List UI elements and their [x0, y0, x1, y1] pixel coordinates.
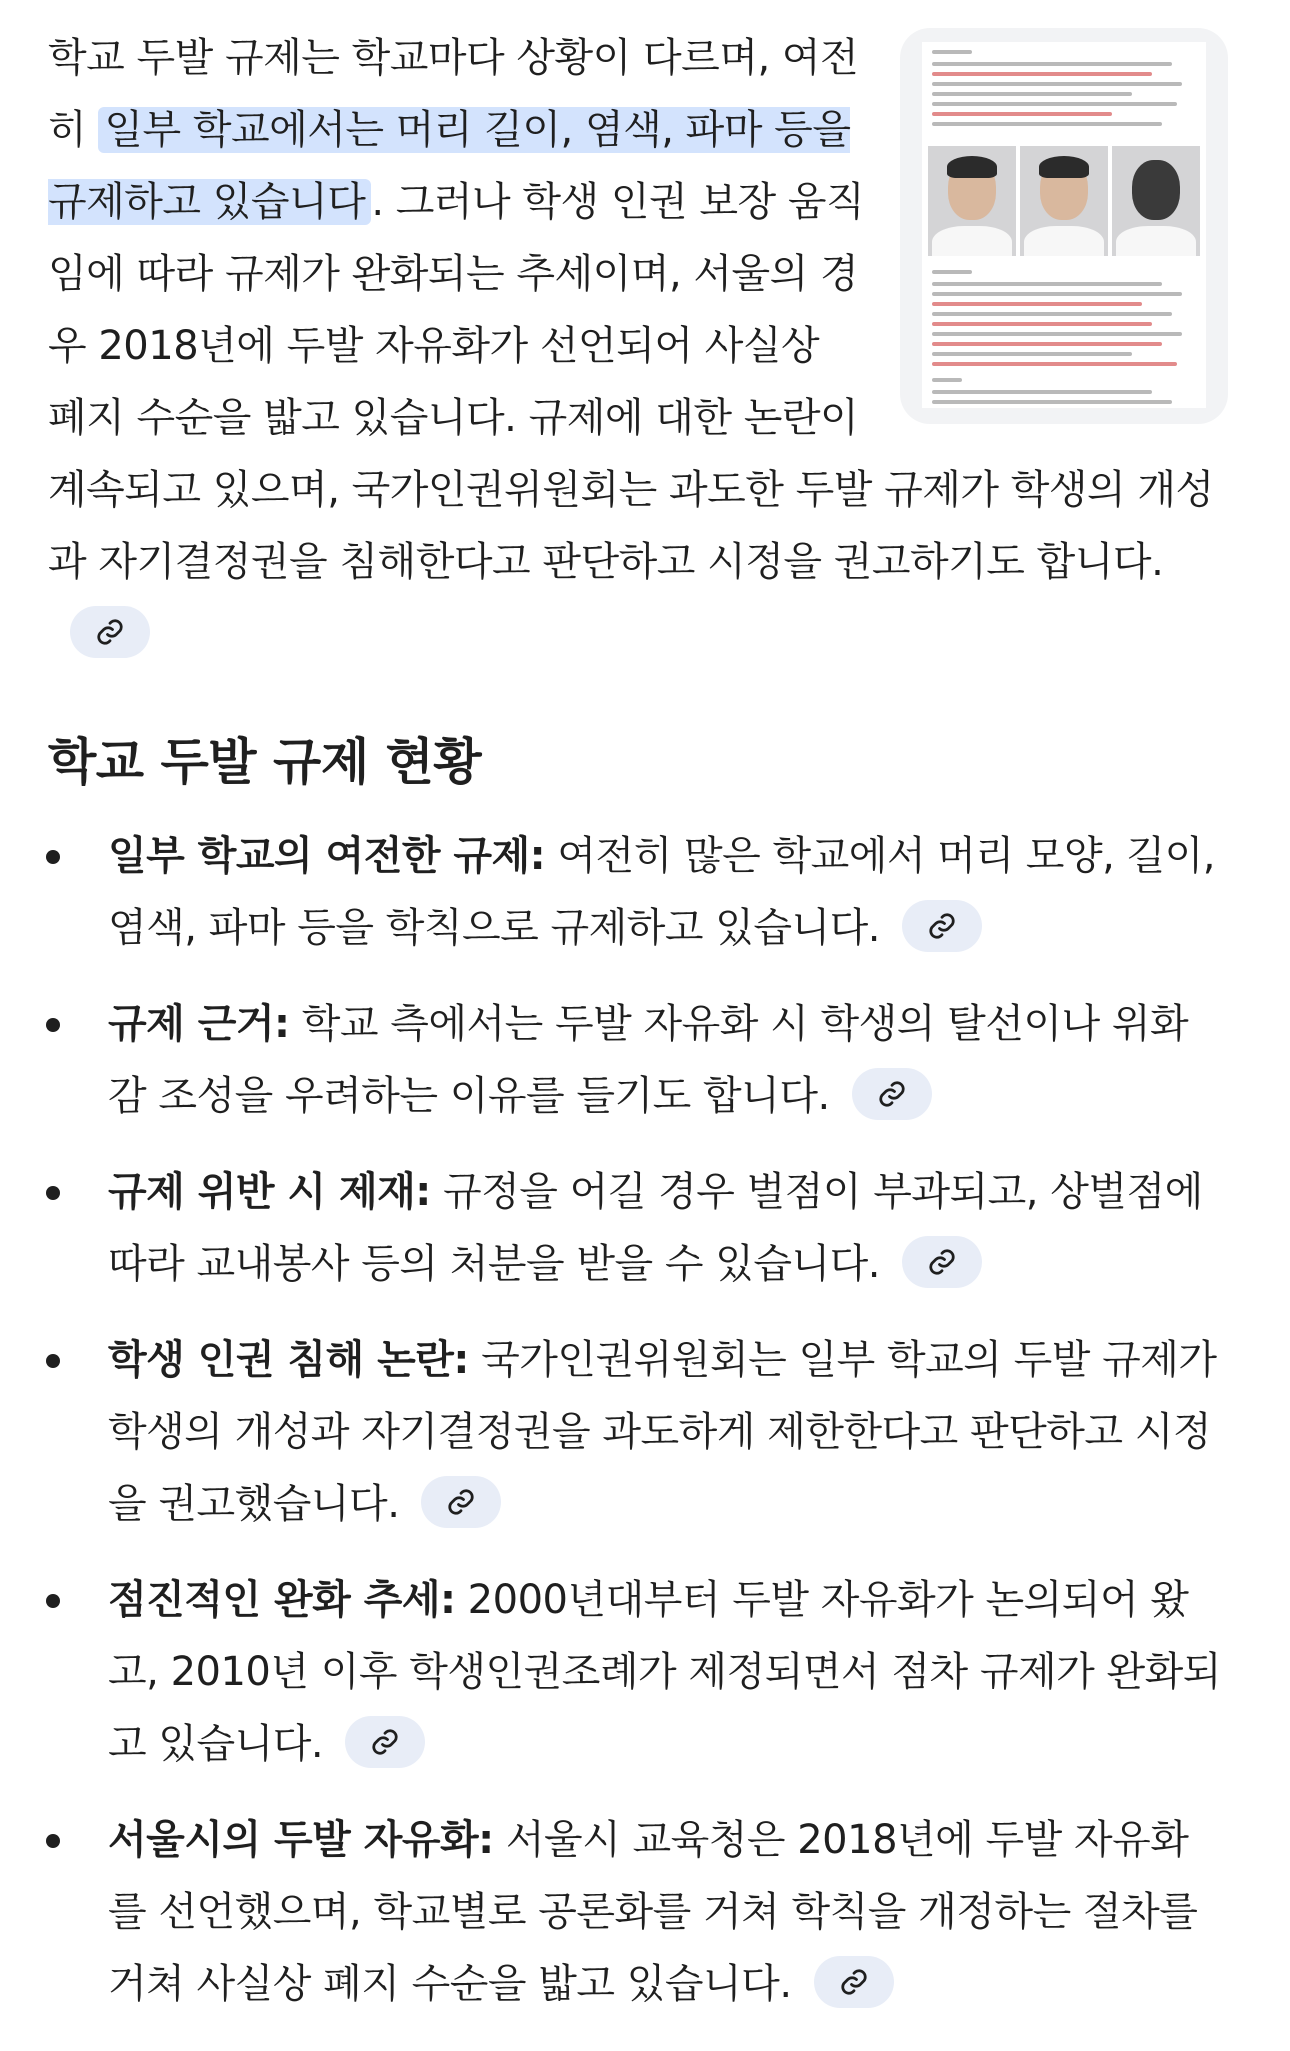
item-title: 규제 근거:: [108, 1001, 290, 1047]
source-link-button[interactable]: [421, 1476, 501, 1528]
item-text: 여전히 많은 학교에서 머리 모양, 길이, 염색, 파마 등을 학칙으로 규제하고 있습니다.: [108, 833, 1216, 951]
link-icon: [877, 1079, 907, 1109]
photo-front: [928, 146, 1016, 256]
list-item: [0, 988, 1240, 1132]
hairstyle-photos: [928, 146, 1200, 256]
section-heading: 학교 두발 규제 현황: [48, 733, 482, 791]
link-icon: [95, 617, 125, 647]
bullet-dot: [46, 1834, 60, 1848]
item-title: 일부 학교의 여전한 규제:: [108, 833, 546, 879]
bullet-dot: [46, 1594, 60, 1608]
bullet-dot: [46, 1186, 60, 1200]
source-link-button[interactable]: [852, 1068, 932, 1120]
intro-text-after: . 그러나 학생 인권 보장 움직임에 따라 규제가 완화되는 추세이며, 서울의 경우 2018년에 두발 자유화가 선언되어 사실상 폐지 수순을 밟고 있습니다. 규제에 대한 논란이 계속되고 있으며, 국가인권위원회는 과도한 두발 규제가 학생의 개성과 자기결정권을 침해한다고 판단하고 시정을 권고하기도 합니다.: [48, 179, 1214, 585]
bullet-dot: [46, 1018, 60, 1032]
item-title: 학생 인권 침해 논란:: [108, 1337, 469, 1383]
bullet-dot: [46, 1354, 60, 1368]
photo-side: [1020, 146, 1108, 256]
bullet-dot: [46, 850, 60, 864]
item-text: 규정을 어길 경우 벌점이 부과되고, 상벌점에 따라 교내봉사 등의 처분을 받을 수 있습니다.: [108, 1169, 1203, 1287]
link-icon: [446, 1487, 476, 1517]
link-icon: [927, 1247, 957, 1277]
intro-text-before: 학교 두발 규제는 학교마다 상황이 다르며, 여전히: [48, 35, 859, 153]
source-link-button[interactable]: [902, 900, 982, 952]
link-icon: [927, 911, 957, 941]
photo-back: [1112, 146, 1200, 256]
intro-paragraph: [48, 22, 1228, 670]
bullet-list: [0, 820, 1240, 2044]
item-title: 점진적인 완화 추세:: [108, 1577, 456, 1623]
document-image: [922, 42, 1206, 408]
list-item: [0, 820, 1240, 964]
item-title: 규제 위반 시 제재:: [108, 1169, 431, 1215]
list-item: [0, 1156, 1240, 1300]
source-link-button[interactable]: [814, 1956, 894, 2008]
source-link-button[interactable]: [345, 1716, 425, 1768]
list-item: [0, 1564, 1240, 1780]
item-text: 학교 측에서는 두발 자유화 시 학생의 탈선이나 위화감 조성을 우려하는 이유를 들기도 합니다.: [108, 1001, 1189, 1119]
source-link-button[interactable]: [902, 1236, 982, 1288]
link-icon: [839, 1967, 869, 1997]
list-item: [0, 1324, 1240, 1540]
intro-highlight[interactable]: 일부 학교에서는 머리 길이, 염색, 파마 등을 규제하고 있습니다: [48, 107, 851, 225]
list-item: [0, 1804, 1240, 2020]
source-thumbnail[interactable]: [900, 28, 1228, 424]
source-link-button[interactable]: [70, 606, 150, 658]
item-text: 2000년대부터 두발 자유화가 논의되어 왔고, 2010년 이후 학생인권조례가 제정되면서 점차 규제가 완화되고 있습니다.: [108, 1577, 1221, 1767]
item-title: 서울시의 두발 자유화:: [108, 1817, 494, 1863]
item-text: 국가인권위원회는 일부 학교의 두발 규제가 학생의 개성과 자기결정권을 과도하게 제한한다고 판단하고 시정을 권고했습니다.: [108, 1337, 1217, 1527]
item-text: 서울시 교육청은 2018년에 두발 자유화를 선언했으며, 학교별로 공론화를 거쳐 학칙을 개정하는 절차를 거쳐 사실상 폐지 수순을 밟고 있습니다.: [108, 1817, 1198, 2007]
link-icon: [370, 1727, 400, 1757]
